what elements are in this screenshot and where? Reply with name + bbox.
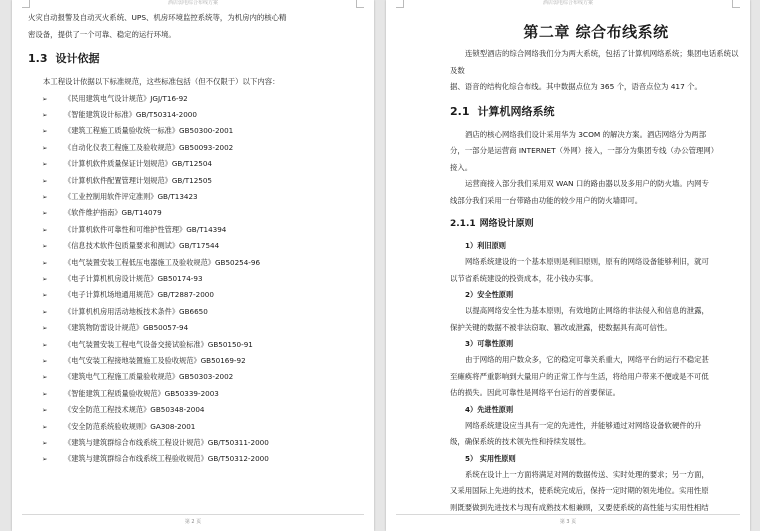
arrow-bullet-icon: ➢ <box>42 324 48 333</box>
standard-text: 《智能建筑设计标准》GB/T50314-2000 <box>64 109 197 119</box>
standard-text: 《民用建筑电气设计规范》JGJ/T16-92 <box>64 93 188 103</box>
list-item <box>42 173 364 189</box>
standard-text: 《软件维护指南》GB/T14079 <box>64 208 162 218</box>
principle-title: 1）利旧原则 <box>465 241 506 250</box>
arrow-bullet-icon: ➢ <box>42 291 48 300</box>
arrow-bullet-icon: ➢ <box>42 110 48 119</box>
list-item <box>42 140 364 156</box>
arrow-bullet-icon: ➢ <box>42 258 48 267</box>
paragraph-line: 保护关键的数据不被非法窃取、篡改或泄露，使数据具有高可信性。 <box>450 322 672 332</box>
arrow-bullet-icon: ➢ <box>42 439 48 448</box>
standard-text: 《电气装置安装工程低压电器施工及验收规范》GB50254-96 <box>64 257 261 267</box>
arrow-bullet-icon: ➢ <box>42 406 48 415</box>
standard-text: 《智能建筑工程质量验收规范》GB50339-2003 <box>64 388 219 398</box>
arrow-bullet-icon: ➢ <box>42 94 48 103</box>
paragraph-line: 以节省系统建设的投资成本，花小钱办实事。 <box>450 273 598 283</box>
page-corner-mark <box>732 0 740 8</box>
standard-text: 《计算机机房用活动地板技术条件》GB6650 <box>64 306 208 316</box>
list-item <box>42 386 364 402</box>
standard-text: 《电气安装工程接地装置施工及验收规范》GB50169-92 <box>64 356 246 365</box>
arrow-bullet-icon: ➢ <box>42 389 48 398</box>
paragraph-line: 网络系统建设应当具有一定的先进性，并能够通过对网络设备软硬件的升 <box>465 420 702 430</box>
list-item <box>42 320 364 336</box>
standard-text: 《建筑电气工程施工质量验收规范》GB50303-2002 <box>64 372 234 382</box>
page-number: 第 2 页 <box>184 519 202 525</box>
page-corner-mark <box>22 0 30 8</box>
chapter-intro-line: 据、语音的结构化综合布线。其中数据点位为 365 个，语音点位为 417 个。 <box>450 82 702 91</box>
standard-text: 《计算机软件配置管理计划规范》GB/T12505 <box>64 175 212 185</box>
paragraph-line: 分，一部分是运营商 INTERNET（外网）接入，一部分为集团专线（办公管理网） <box>450 146 719 155</box>
arrow-bullet-icon: ➢ <box>42 373 48 382</box>
list-item <box>42 255 364 271</box>
intro-line: 火灾自动报警及自动灭火系统、UPS、机房环境监控系统等，为机房内的核心精 <box>28 13 287 22</box>
standard-text: 《建筑工程施工质量验收统一标准》GB50300-2001 <box>64 126 234 136</box>
paragraph-line: 运营商接入部分我们采用双 WAN 口的路由器以及多用户的防火墙。内网专 <box>465 179 709 188</box>
arrow-bullet-icon: ➢ <box>42 143 48 152</box>
lead-paragraph: 本工程设计依据以下标准规范，这些标准包括（但不仅限于）以下内容： <box>43 77 280 86</box>
section-title: 计算机网络系统 <box>477 104 555 118</box>
list-item <box>42 419 364 435</box>
footer-divider <box>396 514 740 515</box>
arrow-bullet-icon: ➢ <box>42 274 48 283</box>
paragraph-line: 线部分我们采用一台带路由功能的较少用户的防火墙即可。 <box>450 195 643 205</box>
standard-text: 《工业控制用软件评定准则》GB/T13423 <box>64 191 198 201</box>
standard-text: 《计算机软件可靠性和可维护性管理》GB/T14394 <box>64 224 227 234</box>
arrow-bullet-icon: ➢ <box>42 422 48 431</box>
list-item <box>42 189 364 205</box>
page-corner-mark <box>356 0 364 8</box>
list-item <box>42 238 364 254</box>
standard-text: 《计算机软件质量保证计划规范》GB/T12504 <box>64 159 212 169</box>
list-item <box>42 205 364 221</box>
section-number: 1.3 <box>28 52 48 65</box>
section-heading <box>450 105 742 119</box>
paragraph-line: 由于网络的用户数众多，它的稳定可靠关系重大，网络平台的运行不稳定甚 <box>465 355 709 364</box>
arrow-bullet-icon: ➢ <box>42 192 48 201</box>
standard-text: 《电子计算机场地通用规范》GB/T2887-2000 <box>64 290 214 300</box>
paragraph-line: 酒店的核心网络我们设计采用华为 3COM 的解决方案。酒店网络分为两部 <box>465 129 707 139</box>
list-item <box>42 123 364 139</box>
standards-list <box>42 91 364 468</box>
list-item <box>42 91 364 107</box>
list-item <box>42 222 364 238</box>
list-item <box>42 337 364 353</box>
principle-title: 5） 实用性原则 <box>465 453 516 463</box>
arrow-bullet-icon: ➢ <box>42 160 48 169</box>
list-item <box>42 107 364 123</box>
list-item <box>42 435 364 451</box>
document-page-right <box>386 0 750 531</box>
page-content <box>28 10 364 468</box>
page-header: 酒店弱电综合布线方案 <box>542 0 593 6</box>
list-item <box>42 402 364 418</box>
list-item <box>42 304 364 320</box>
paragraph-line: 级，确保系统的技术领先性和持续发展性。 <box>450 437 591 446</box>
standard-text: 《建筑与建筑群综合布线系统工程验收规范》GB/T50312-2000 <box>64 454 269 464</box>
standard-text: 《安全防范工程技术规范》GB50348-2004 <box>64 405 205 415</box>
standard-text: 《建筑与建筑群综合布线系统工程设计规范》GB/T50311-2000 <box>64 438 269 448</box>
footer-divider <box>22 514 364 515</box>
arrow-bullet-icon: ➢ <box>42 176 48 185</box>
list-item <box>42 369 364 385</box>
document-page-left <box>12 0 374 531</box>
standard-text: 《自动化仪表工程施工及验收规范》GB50093-2002 <box>64 142 234 152</box>
list-item <box>42 353 364 369</box>
subsection-heading <box>450 218 742 230</box>
arrow-bullet-icon: ➢ <box>42 209 48 218</box>
paragraph-line: 则既要做到先进技术与现有成熟技术相兼顾，又要使系统的高性能与实用性相结 <box>450 502 709 512</box>
paragraph-line: 估的损失。因此可靠性是网络平台运行的首要保证。 <box>450 388 620 397</box>
arrow-bullet-icon: ➢ <box>42 242 48 251</box>
section-heading <box>28 52 364 66</box>
paragraph-line: 接入。 <box>450 162 473 172</box>
subsection-title: 网络设计原则 <box>479 219 534 229</box>
standard-text: 《建筑物防雷设计规范》GB50057-94 <box>64 323 189 333</box>
standard-text: 《电子计算机机房设计规范》GB50174-93 <box>64 273 203 283</box>
arrow-bullet-icon: ➢ <box>42 127 48 136</box>
page-header: 酒店弱电综合布线方案 <box>167 0 218 6</box>
arrow-bullet-icon: ➢ <box>42 455 48 464</box>
paragraph-line: 系统在设计上一方面将满足对网的数据传送、实时处理的要求；另一方面， <box>465 469 709 479</box>
paragraph-line: 又采用国际上先进的技术，使系统完成后，保持一定时期的领先地位。实用性原 <box>450 486 709 495</box>
arrow-bullet-icon: ➢ <box>42 307 48 316</box>
principle-title: 2）安全性原则 <box>465 290 514 299</box>
page-number: 第 3 页 <box>559 519 577 525</box>
standard-text: 《信息技术软件包质量要求和测试》GB/T17544 <box>64 241 220 251</box>
standard-text: 《电气装置安装工程电气设备交接试验标准》GB50150-91 <box>64 339 253 349</box>
list-item <box>42 451 364 467</box>
arrow-bullet-icon: ➢ <box>42 357 48 365</box>
paragraph-line: 网络系统建设的一个基本原则是利旧原则，原有的网络设备能够利旧，就可 <box>465 257 709 266</box>
arrow-bullet-icon: ➢ <box>42 340 48 349</box>
principle-title: 3）可靠性原则 <box>465 339 514 348</box>
intro-line: 密设备，提供了一个可靠、稳定的运行环境。 <box>28 29 176 39</box>
list-item <box>42 271 364 287</box>
paragraph-line: 至瘫痪将严重影响到大量用户的正常工作与生活，将给用户带来不便或是不可低 <box>450 371 709 381</box>
section-title: 设计依据 <box>55 52 100 65</box>
chapter-title: 第二章 综合布线系统 <box>523 23 669 41</box>
section-number: 2.1 <box>450 104 470 118</box>
list-item <box>42 287 364 303</box>
standard-text: 《安全防范系统验收规则》GA308-2001 <box>64 421 196 431</box>
arrow-bullet-icon: ➢ <box>42 225 48 234</box>
page-corner-mark <box>396 0 404 8</box>
page-content <box>450 20 742 516</box>
principle-title: 4）先进性原则 <box>465 404 514 414</box>
paragraph-line: 以提高网络安全性为基本原则，有效地防止网络的非法侵入和信息的泄露， <box>465 306 709 315</box>
subsection-number: 2.1.1 <box>450 219 476 229</box>
chapter-intro-line: 连锁型酒店的综合网络我们分为两大系统，包括了计算机网络系统；集团电话系统以及数 <box>450 49 739 75</box>
list-item <box>42 156 364 172</box>
